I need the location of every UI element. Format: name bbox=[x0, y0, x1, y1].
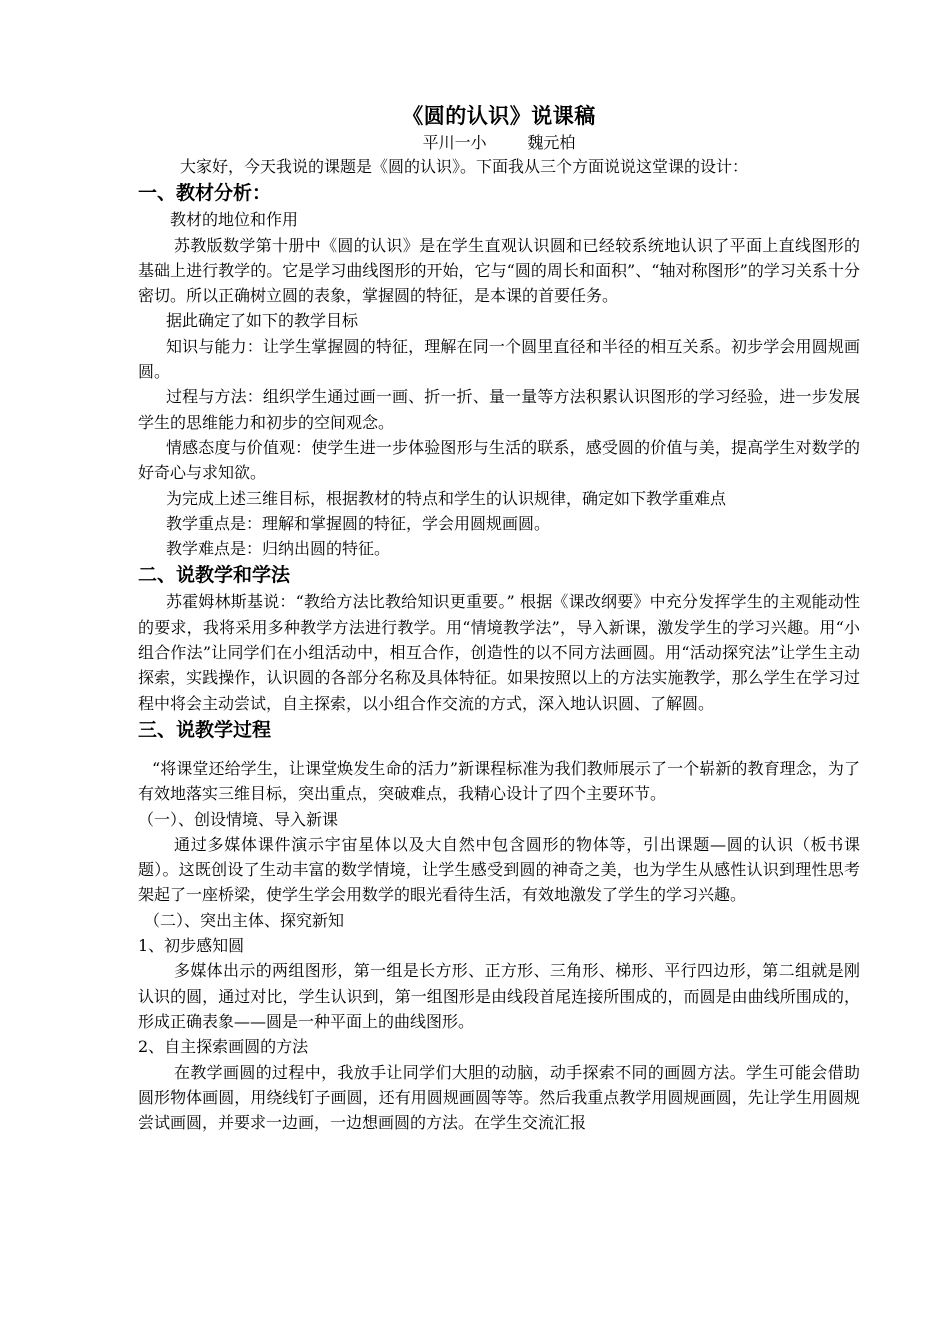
goal-intro: 据此确定了如下的教学目标 bbox=[166, 311, 359, 331]
section-heading-1: 一、教材分析： bbox=[138, 182, 272, 205]
key-point: 教学重点是：理解和掌握圆的特征，学会用圆规画圆。 bbox=[166, 513, 551, 533]
step-heading: （一）、创设情境、导入新课 bbox=[138, 809, 339, 829]
goal-emotion: 情感态度与价值观：使学生进一步体验图形与生活的联系，感受圆的价值与美，提高学生对数学的好奇心与求知欲。 bbox=[138, 437, 860, 483]
difficult-point: 教学难点是：归纳出圆的特征。 bbox=[166, 539, 391, 559]
section-heading-3: 三、说教学过程 bbox=[138, 718, 272, 741]
intro-paragraph: 大家好，今天我说的课题是《圆的认识》。下面我从三个方面说说这堂课的设计： bbox=[180, 157, 749, 176]
paragraph: 苏霍姆林斯基说：“教给方法比教给知识更重要。” 根据《课改纲要》中充分发挥学生的主观能动性的要求，我将采用多种教学方法进行教学。用“情境教学法”，导入新课，激发学生的学习兴趣。用“小组合作法”让同学们在小组活动中，相互合作，创造性的以不同方法画圆。用“活动探究法”让学生主动探索，实践操作，认识圆的各部分名称及具体特征。如果按照以上的方法实施教学，那么学生在学习过程中将会主动尝试，自主探索，以小组合作交流的方式，深入地认识圆、了解圆。 bbox=[138, 592, 860, 713]
paragraph: 在教学画圆的过程中，我放手让同学们大胆的动脑，动手探索不同的画圆方法。学生可能会借助圆形物体画圆，用绕线钉子画圆，还有用圆规画圆等等。然后我重点教学用圆规画圆，先让学生用圆规尝试画圆，并要求一边画，一边想画圆的方法。在学生交流汇报 bbox=[138, 1062, 860, 1133]
section-heading-2: 二、说教学和学法 bbox=[138, 564, 291, 587]
goal-process: 过程与方法：组织学生通过画一画、折一折、量一量等方法积累认识图形的学习经验，进一步发展学生的思维能力和初步的空间观念。 bbox=[138, 387, 860, 432]
paragraph: 通过多媒体课件演示宇宙星体以及大自然中包含圆形的物体等，引出课题—圆的认识（板书课题）。这既创设了生动丰富的数学情境，让学生感受到圆的神奇之美，也为学生从感性认识到理性思考架起了一座桥梁，使学生学会用数学的眼光看待生活，有效地激发了学生的学习兴趣。 bbox=[138, 834, 860, 905]
goal-knowledge: 知识与能力：让学生掌握圆的特征，理解在同一个圆里直径和半径的相互关系。初步学会用圆规画圆。 bbox=[138, 336, 860, 382]
document-page bbox=[138, 100, 860, 1135]
paragraph: “将课堂还给学生，让课堂焕发生命的活力”新课程标准为我们教师展示了一个崭新的教育理念，为了有效地落实三维目标，突出重点，突破难点，我精心设计了四个主要环节。 bbox=[138, 758, 860, 804]
paragraph: 苏教版数学第十册中《圆的认识》是在学生直观认识圆和已经较系统地认识了平面上直线图形的基础上进行教学的。它是学习曲线图形的开始，它与“圆的周长和面积”、“轴对称图形”的学习关系十分密切。所以正确树立圆的表象，掌握圆的特征，是本课的首要任务。 bbox=[138, 235, 860, 306]
author-line: 平川一小 魏元柏 bbox=[422, 133, 576, 152]
step-heading: （二）、突出主体、探究新知 bbox=[144, 910, 345, 930]
spacer bbox=[138, 744, 860, 756]
item-heading: 2、自主探索画圆的方法 bbox=[138, 1037, 309, 1057]
paragraph: 多媒体出示的两组图形，第一组是长方形、正方形、三角形、梯形、平行四边形，第二组就是刚认识的圆，通过对比，学生认识到，第一组图形是由线段首尾连接所围成的，而圆是由曲线所围成的， 形成正确表象——圆是一种平面上的曲线图形。 bbox=[138, 961, 860, 1031]
page-title: 《圆的认识》说课稿 bbox=[402, 103, 596, 128]
item-heading: 1、初步感知圆 bbox=[138, 936, 245, 956]
sub-heading: 教材的地位和作用 bbox=[170, 210, 299, 230]
key-intro: 为完成上述三维目标，根据教材的特点和学生的认识规律，确定如下教学重难点 bbox=[166, 488, 727, 508]
